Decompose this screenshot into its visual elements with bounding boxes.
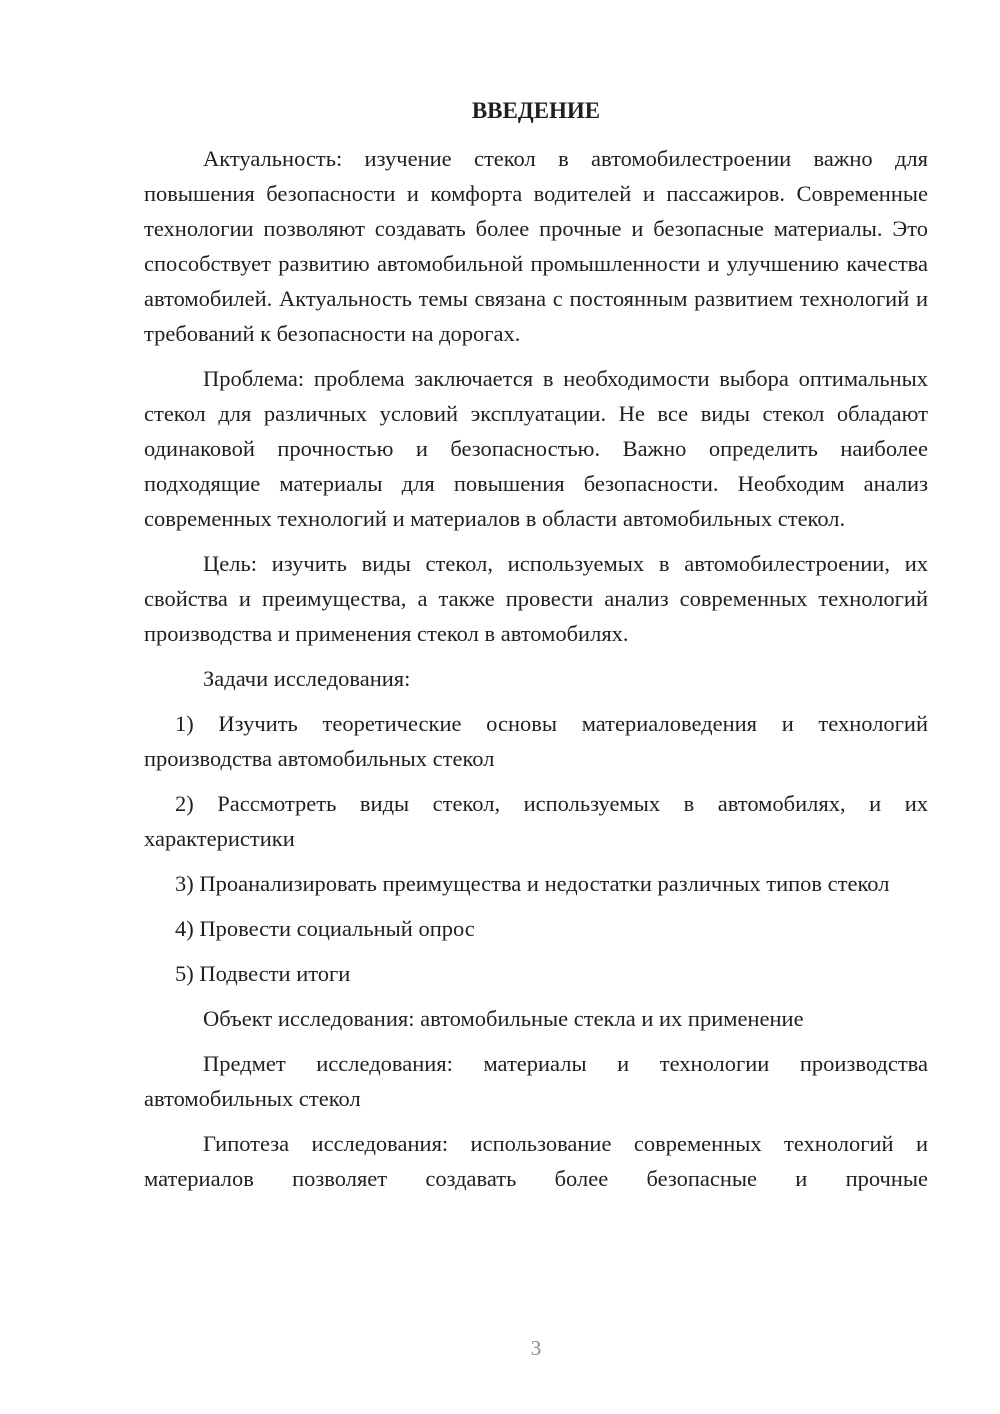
page-number: 3 xyxy=(530,1336,542,1360)
page-title: ВВЕДЕНИЕ xyxy=(471,98,601,123)
paragraph-hypothesis: Гипотеза исследования: использование современных технологий и материалов позволяет создавать более безопасные и прочные xyxy=(144,1131,928,1191)
paragraph-subject: Предмет исследования: материалы и технологии производства автомобильных стекол xyxy=(144,1051,928,1111)
paragraph-relevance: Актуальность: изучение стекол в автомобилестроении важно для повышения безопасности и комфорта водителей и пассажиров. Современные технологии позволяют создавать более прочные и безопасные материалы. Это способствует развитию автомобильной промышленности и улучшению качества автомобилей. Актуальность темы связана с постоянным развитием технологий и требований к безопасности на дорогах. xyxy=(144,146,928,346)
paragraph-problem: Проблема: проблема заключается в необходимости выбора оптимальных стекол для различных условий эксплуатации. Не все виды стекол обладают одинаковой прочностью и безопасностью. Важно определить наиболее подходящие материалы для повышения безопасности. Необходим анализ современных технологий и материалов в области автомобильных стекол. xyxy=(144,366,928,531)
task-item-3: 3) Проанализировать преимущества и недостатки различных типов стекол xyxy=(175,871,890,896)
task-item-4: 4) Провести социальный опрос xyxy=(175,916,475,941)
paragraph-goal: Цель: изучить виды стекол, используемых в автомобилестроении, их свойства и преимущества, а также провести анализ современных технологий производства и применения стекол в автомобилях. xyxy=(144,551,928,646)
document-body xyxy=(144,141,928,1196)
task-item-5: 5) Подвести итоги xyxy=(175,961,351,986)
task-item-2: 2) Рассмотреть виды стекол, используемых в автомобилях, и их характеристики xyxy=(144,791,928,851)
task-item-1: 1) Изучить теоретические основы материаловедения и технологий производства автомобильных стекол xyxy=(144,711,928,771)
paragraph-object: Объект исследования: автомобильные стекла и их применение xyxy=(203,1006,804,1031)
paragraph-tasks-heading: Задачи исследования: xyxy=(203,666,411,691)
